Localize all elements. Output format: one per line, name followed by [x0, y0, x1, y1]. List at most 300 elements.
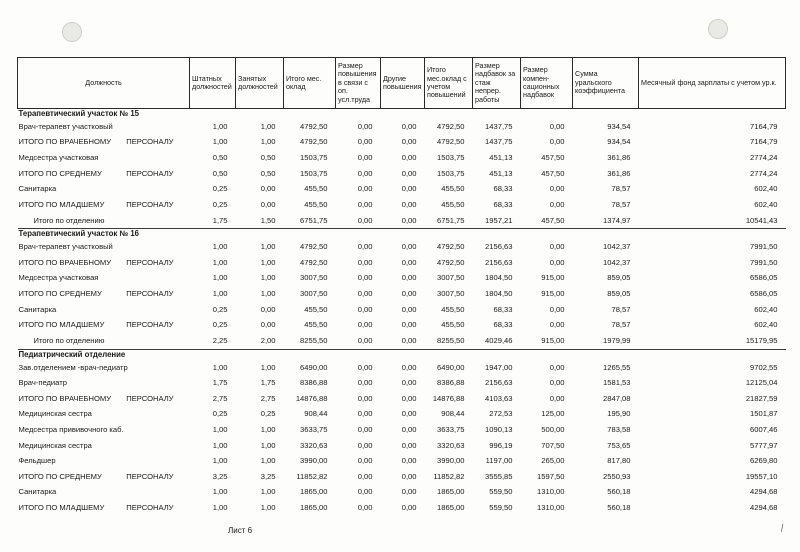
table-row	[18, 407, 786, 423]
cell-value: 0,00	[401, 320, 417, 330]
cell-value: 1,00	[260, 440, 276, 450]
punch-hole-right	[708, 19, 728, 39]
cell-value: 0,00	[549, 121, 565, 131]
cell-value: 915,00	[541, 273, 565, 283]
cell-value: 3990,00	[300, 456, 328, 466]
cell-value: 2,25	[212, 335, 228, 345]
cell-value: 8255,50	[437, 335, 465, 345]
cell-value: 0,00	[357, 409, 373, 419]
cell-value: 3633,75	[300, 425, 328, 435]
cell-value: 1,00	[212, 487, 228, 497]
position-label: ИТОГО ПО МЛАДШЕМУ	[18, 199, 105, 209]
cell-value: 560,18	[607, 487, 631, 497]
cell-value: 14876,88	[432, 393, 465, 403]
position-name	[18, 271, 190, 287]
position-label: Санитарка	[18, 487, 57, 497]
cell-value: 7164,79	[750, 121, 778, 131]
cell-value: 1,50	[260, 215, 276, 225]
cell-value: 11852,82	[433, 471, 465, 481]
personnel-label: ПЕРСОНАЛУ	[126, 168, 174, 178]
cell-value: 68,33	[493, 320, 513, 330]
cell-value: 1,00	[260, 121, 276, 131]
header-conditions-increase: Размер повышения в связи с оп. усл.труда	[336, 58, 381, 109]
position-label: Врач-терапевт участковый	[18, 121, 113, 131]
cell-value: 0,00	[357, 152, 373, 162]
total-row	[18, 212, 786, 229]
cell-value: 6751,75	[300, 215, 328, 225]
table-row	[18, 135, 786, 151]
cell-value: 908,44	[441, 409, 465, 419]
cell-value: 8386,88	[437, 378, 465, 388]
cell-value: 0,25	[212, 184, 228, 194]
cell-value: 753,65	[607, 440, 631, 450]
table-header-row	[18, 58, 786, 109]
cell-value: 0,00	[260, 184, 276, 194]
cell-value: 1,00	[212, 121, 228, 131]
section-title: Педиатрический отделение	[18, 349, 786, 359]
cell-value: 0,00	[401, 487, 417, 497]
cell-value: 602,40	[754, 304, 778, 314]
cell-value: 361,86	[607, 168, 631, 178]
cell-value: 1865,00	[437, 503, 465, 513]
cell-value: 1947,00	[485, 362, 513, 372]
position-label: Зав.отделением -врач-педиатр	[18, 362, 128, 372]
total-row	[18, 333, 786, 350]
position-name	[18, 453, 190, 469]
cell-value: 0,00	[401, 257, 417, 267]
cell-value: 7991,50	[750, 242, 778, 252]
cell-value: 4792,50	[437, 242, 465, 252]
cell-value: 1042,37	[603, 242, 631, 252]
cell-value: 3,25	[260, 471, 276, 481]
header-occupied-positions: Занятых должностей	[236, 58, 284, 109]
position-name	[18, 333, 190, 350]
cell-value: 1,75	[212, 215, 228, 225]
cell-value: 6490,00	[437, 362, 465, 372]
cell-value: 0,25	[212, 320, 228, 330]
personnel-label: ПЕРСОНАЛУ	[126, 471, 174, 481]
cell-value: 0,00	[357, 273, 373, 283]
cell-value: 1,00	[212, 425, 228, 435]
position-name	[18, 239, 190, 255]
cell-value: 2847,08	[603, 393, 631, 403]
position-name	[18, 375, 190, 391]
cell-value: 6007,46	[750, 425, 778, 435]
cell-value: 361,86	[607, 152, 631, 162]
cell-value: 7164,79	[750, 137, 778, 147]
cell-value: 3007,50	[437, 273, 465, 283]
position-name	[18, 166, 190, 182]
cell-value: 0,00	[401, 471, 417, 481]
table-row	[18, 239, 786, 255]
cell-value: 0,00	[549, 362, 565, 372]
position-name	[18, 119, 190, 135]
cell-value: 915,00	[541, 335, 565, 345]
cell-value: 4792,50	[300, 121, 328, 131]
header-monthly-salary: Итого мес. оклад	[284, 58, 336, 109]
cell-value: 1,00	[212, 440, 228, 450]
cell-value: 2,75	[212, 393, 228, 403]
cell-value: 1,75	[212, 378, 228, 388]
position-label: ИТОГО ПО ВРАЧЕБНОМУ	[18, 137, 112, 147]
cell-value: 1,75	[260, 378, 276, 388]
cell-value: 2,75	[260, 393, 276, 403]
cell-value: 455,50	[304, 304, 328, 314]
cell-value: 559,50	[489, 487, 513, 497]
header-position: Должность	[18, 58, 190, 109]
cell-value: 1,00	[212, 289, 228, 298]
cell-value: 0,00	[357, 304, 373, 314]
cell-value: 21827,59	[745, 393, 778, 403]
cell-value: 0,00	[549, 242, 565, 252]
cell-value: 2156,63	[485, 378, 513, 388]
staff-schedule-table	[17, 57, 786, 516]
cell-value: 5777,97	[750, 440, 778, 450]
cell-value: 1,00	[212, 456, 228, 466]
cell-value: 7991,50	[750, 257, 778, 267]
cell-value: 3007,50	[300, 273, 328, 283]
cell-value: 68,33	[493, 199, 513, 209]
cell-value: 125,00	[541, 409, 565, 419]
cell-value: 4792,50	[300, 137, 328, 147]
staff-schedule-sheet	[17, 57, 785, 537]
cell-value: 2774,24	[750, 168, 778, 178]
cell-value: 0,00	[357, 335, 373, 345]
punch-hole-left	[62, 22, 82, 42]
cell-value: 0,50	[212, 168, 228, 178]
cell-value: 1503,75	[300, 152, 328, 162]
table-row	[18, 166, 786, 182]
cell-value: 0,00	[357, 137, 373, 147]
cell-value: 0,00	[357, 393, 373, 403]
cell-value: 1265,55	[603, 362, 631, 372]
cell-value: 1501,87	[750, 409, 778, 419]
position-label: ИТОГО ПО СРЕДНЕМУ	[18, 471, 102, 481]
cell-value: 560,18	[607, 503, 631, 513]
table-body	[18, 109, 786, 516]
position-name	[18, 422, 190, 438]
cell-value: 6586,05	[750, 289, 778, 298]
table-row	[18, 500, 786, 516]
cell-value: 3,25	[212, 471, 228, 481]
cell-value: 0,25	[212, 199, 228, 209]
page-number: Лист 6	[228, 526, 253, 535]
cell-value: 0,00	[549, 304, 565, 314]
cell-value: 0,00	[357, 471, 373, 481]
position-label: Итого по отделению	[33, 335, 105, 345]
cell-value: 0,00	[357, 378, 373, 388]
header-compensation-bonus: Размер компен- сационных надбавок	[521, 58, 573, 109]
cell-value: 0,00	[401, 393, 417, 403]
position-name	[18, 500, 190, 516]
cell-value: 1503,75	[437, 168, 465, 178]
position-name	[18, 135, 190, 151]
cell-value: 4792,50	[437, 257, 465, 267]
position-name	[18, 485, 190, 501]
cell-value: 265,00	[541, 456, 565, 466]
cell-value: 1,00	[260, 273, 276, 283]
cell-value: 0,00	[401, 409, 417, 419]
table-row	[18, 150, 786, 166]
cell-value: 500,00	[541, 425, 565, 435]
cell-value: 3555,85	[485, 471, 513, 481]
position-label: Санитарка	[18, 184, 57, 194]
cell-value: 457,50	[541, 168, 565, 178]
position-name	[18, 150, 190, 166]
cell-value: 2550,93	[603, 471, 631, 481]
position-name	[18, 255, 190, 271]
cell-value: 0,00	[357, 184, 373, 194]
table-row	[18, 360, 786, 376]
personnel-label: ПЕРСОНАЛУ	[126, 257, 174, 267]
personnel-label: ПЕРСОНАЛУ	[126, 320, 174, 330]
cell-value: 1865,00	[437, 487, 465, 497]
position-label: Медсестра участковая	[18, 152, 99, 162]
cell-value: 0,50	[260, 168, 276, 178]
position-name	[18, 407, 190, 423]
cell-value: 3990,00	[437, 456, 465, 466]
table-row	[18, 375, 786, 391]
table-row	[18, 391, 786, 407]
position-label: Врач-педиатр	[18, 378, 67, 388]
cell-value: 859,05	[607, 289, 631, 298]
cell-value: 707,50	[541, 440, 565, 450]
position-label: Медсестра участковая	[18, 273, 99, 283]
header-staff-positions: Штатных должностей	[190, 58, 236, 109]
cell-value: 1,00	[260, 242, 276, 252]
cell-value: 0,00	[401, 440, 417, 450]
cell-value: 1,00	[260, 257, 276, 267]
cell-value: 1597,50	[537, 471, 565, 481]
cell-value: 1310,00	[537, 487, 565, 497]
cell-value: 4792,50	[300, 257, 328, 267]
personnel-label: ПЕРСОНАЛУ	[126, 393, 174, 403]
cell-value: 1,00	[212, 503, 228, 513]
cell-value: 1581,53	[603, 378, 631, 388]
cell-value: 451,13	[489, 168, 513, 178]
cell-value: 0,00	[357, 215, 373, 225]
cell-value: 455,50	[441, 304, 465, 314]
cell-value: 908,44	[304, 409, 328, 419]
position-label: Медсестра прививочного каб.	[18, 425, 124, 435]
cell-value: 3320,63	[300, 440, 328, 450]
cell-value: 1090,13	[485, 425, 513, 435]
cell-value: 1,00	[212, 362, 228, 372]
cell-value: 19557,10	[745, 471, 778, 481]
cell-value: 0,00	[401, 456, 417, 466]
cell-value: 0,00	[401, 184, 417, 194]
cell-value: 3007,50	[300, 289, 328, 298]
cell-value: 1,00	[260, 137, 276, 147]
cell-value: 4029,46	[485, 335, 513, 345]
table-row	[18, 317, 786, 333]
table-row	[18, 453, 786, 469]
cell-value: 457,50	[541, 215, 565, 225]
cell-value: 1804,50	[485, 289, 513, 298]
cell-value: 78,57	[611, 320, 631, 330]
cell-value: 15179,95	[745, 335, 778, 345]
cell-value: 0,00	[357, 242, 373, 252]
cell-value: 0,00	[401, 289, 417, 298]
cell-value: 0,00	[357, 168, 373, 178]
cell-value: 4792,50	[437, 137, 465, 147]
cell-value: 6269,80	[750, 456, 778, 466]
header-ural-coefficient: Сумма уральского коэффициента	[573, 58, 639, 109]
position-name	[18, 181, 190, 197]
table-row	[18, 422, 786, 438]
cell-value: 4103,63	[485, 393, 513, 403]
cell-value: 455,50	[304, 199, 328, 209]
cell-value: 0,50	[212, 152, 228, 162]
table-row	[18, 485, 786, 501]
position-name	[18, 317, 190, 333]
cell-value: 2774,24	[750, 152, 778, 162]
position-name	[18, 391, 190, 407]
cell-value: 0,00	[549, 184, 565, 194]
table-row	[18, 255, 786, 271]
cell-value: 0,00	[401, 199, 417, 209]
cell-value: 455,50	[441, 320, 465, 330]
cell-value: 4294,68	[750, 503, 778, 513]
cell-value: 1374,97	[603, 215, 631, 225]
cell-value: 934,54	[607, 121, 631, 131]
cell-value: 0,00	[401, 378, 417, 388]
table-row	[18, 181, 786, 197]
header-salary-with-increases: Итого мес.оклад с учетом повышений	[425, 58, 473, 109]
cell-value: 1503,75	[300, 168, 328, 178]
cell-value: 1865,00	[300, 503, 328, 513]
cell-value: 12125,04	[745, 378, 778, 388]
cell-value: 14876,88	[295, 393, 328, 403]
section-row	[18, 109, 786, 119]
cell-value: 0,00	[401, 304, 417, 314]
cell-value: 1197,00	[485, 456, 513, 466]
cell-value: 2156,63	[485, 242, 513, 252]
cell-value: 783,58	[607, 425, 631, 435]
cell-value: 1,00	[212, 273, 228, 283]
cell-value: 1042,37	[603, 257, 631, 267]
cell-value: 0,00	[401, 335, 417, 345]
cell-value: 0,50	[260, 152, 276, 162]
position-name	[18, 286, 190, 302]
cell-value: 1,00	[260, 425, 276, 435]
personnel-label: ПЕРСОНАЛУ	[126, 503, 174, 513]
cell-value: 1503,75	[437, 152, 465, 162]
cell-value: 1,00	[260, 456, 276, 466]
cell-value: 1979,99	[603, 335, 631, 345]
cell-value: 0,00	[401, 168, 417, 178]
cell-value: 559,50	[489, 503, 513, 513]
position-label: Итого по отделению	[33, 215, 105, 225]
position-label: Санитарка	[18, 304, 57, 314]
section-title: Терапевтический участок № 16	[18, 229, 786, 239]
header-monthly-fund: Месячный фонд зарплаты с учетом ур.к.	[639, 58, 786, 109]
cell-value: 2156,63	[485, 257, 513, 267]
cell-value: 2,00	[260, 335, 276, 345]
cell-value: 0,00	[357, 289, 373, 298]
header-seniority-bonus: Размер надбавок за стаж непрер. работы	[473, 58, 521, 109]
cell-value: 78,57	[611, 304, 631, 314]
position-label: Медицинская сестра	[18, 440, 92, 450]
cell-value: 0,00	[549, 393, 565, 403]
cell-value: 0,00	[260, 320, 276, 330]
cell-value: 9702,55	[750, 362, 778, 372]
cell-value: 0,00	[401, 121, 417, 131]
cell-value: 1,00	[212, 137, 228, 147]
cell-value: 10541,43	[745, 215, 778, 225]
cell-value: 602,40	[754, 199, 778, 209]
position-name	[18, 469, 190, 485]
cell-value: 602,40	[754, 184, 778, 194]
cell-value: 455,50	[304, 184, 328, 194]
cell-value: 4792,50	[437, 121, 465, 131]
cell-value: 0,25	[212, 304, 228, 314]
cell-value: 8386,88	[300, 378, 328, 388]
cell-value: 1957,21	[485, 215, 513, 225]
cell-value: 8255,50	[300, 335, 328, 345]
position-label: ИТОГО ПО МЛАДШЕМУ	[18, 503, 105, 513]
cell-value: 1,00	[212, 257, 228, 267]
table-row	[18, 119, 786, 135]
cell-value: 3633,75	[437, 425, 465, 435]
cell-value: 1,00	[212, 242, 228, 252]
header-other-increases: Другие повышения	[381, 58, 425, 109]
cell-value: 934,54	[607, 137, 631, 147]
cell-value: 0,00	[401, 503, 417, 513]
cell-value: 0,00	[357, 362, 373, 372]
cell-value: 0,25	[212, 409, 228, 419]
cell-value: 1804,50	[485, 273, 513, 283]
cell-value: 455,50	[441, 184, 465, 194]
personnel-label: ПЕРСОНАЛУ	[126, 137, 174, 147]
cell-value: 0,00	[357, 456, 373, 466]
section-title: Терапевтический участок № 15	[18, 109, 786, 119]
cell-value: 4294,68	[750, 487, 778, 497]
cell-value: 1310,00	[537, 503, 565, 513]
cell-value: 68,33	[493, 304, 513, 314]
position-label: ИТОГО ПО ВРАЧЕБНОМУ	[18, 393, 112, 403]
table-row	[18, 271, 786, 287]
table-row	[18, 302, 786, 318]
cell-value: 195,90	[607, 409, 631, 419]
cell-value: 4792,50	[300, 242, 328, 252]
cell-value: 0,00	[401, 362, 417, 372]
cell-value: 1437,75	[485, 137, 513, 147]
cell-value: 0,00	[549, 320, 565, 330]
cell-value: 0,00	[357, 320, 373, 330]
cell-value: 0,00	[357, 487, 373, 497]
cell-value: 272,53	[489, 409, 513, 419]
pen-mark: ⁄	[780, 523, 786, 534]
personnel-label: ПЕРСОНАЛУ	[126, 199, 174, 209]
cell-value: 6586,05	[750, 273, 778, 283]
position-label: Врач-терапевт участковый	[18, 242, 113, 252]
cell-value: 0,00	[401, 137, 417, 147]
personnel-label: ПЕРСОНАЛУ	[126, 289, 174, 298]
position-label: ИТОГО ПО ВРАЧЕБНОМУ	[18, 257, 112, 267]
cell-value: 78,57	[611, 184, 631, 194]
cell-value: 0,00	[260, 304, 276, 314]
cell-value: 0,00	[357, 503, 373, 513]
cell-value: 0,00	[549, 199, 565, 209]
cell-value: 0,00	[357, 440, 373, 450]
cell-value: 0,00	[260, 199, 276, 209]
cell-value: 1,00	[260, 289, 276, 298]
cell-value: 6490,00	[300, 362, 328, 372]
cell-value: 0,00	[357, 257, 373, 267]
cell-value: 451,13	[489, 152, 513, 162]
cell-value: 0,00	[401, 215, 417, 225]
